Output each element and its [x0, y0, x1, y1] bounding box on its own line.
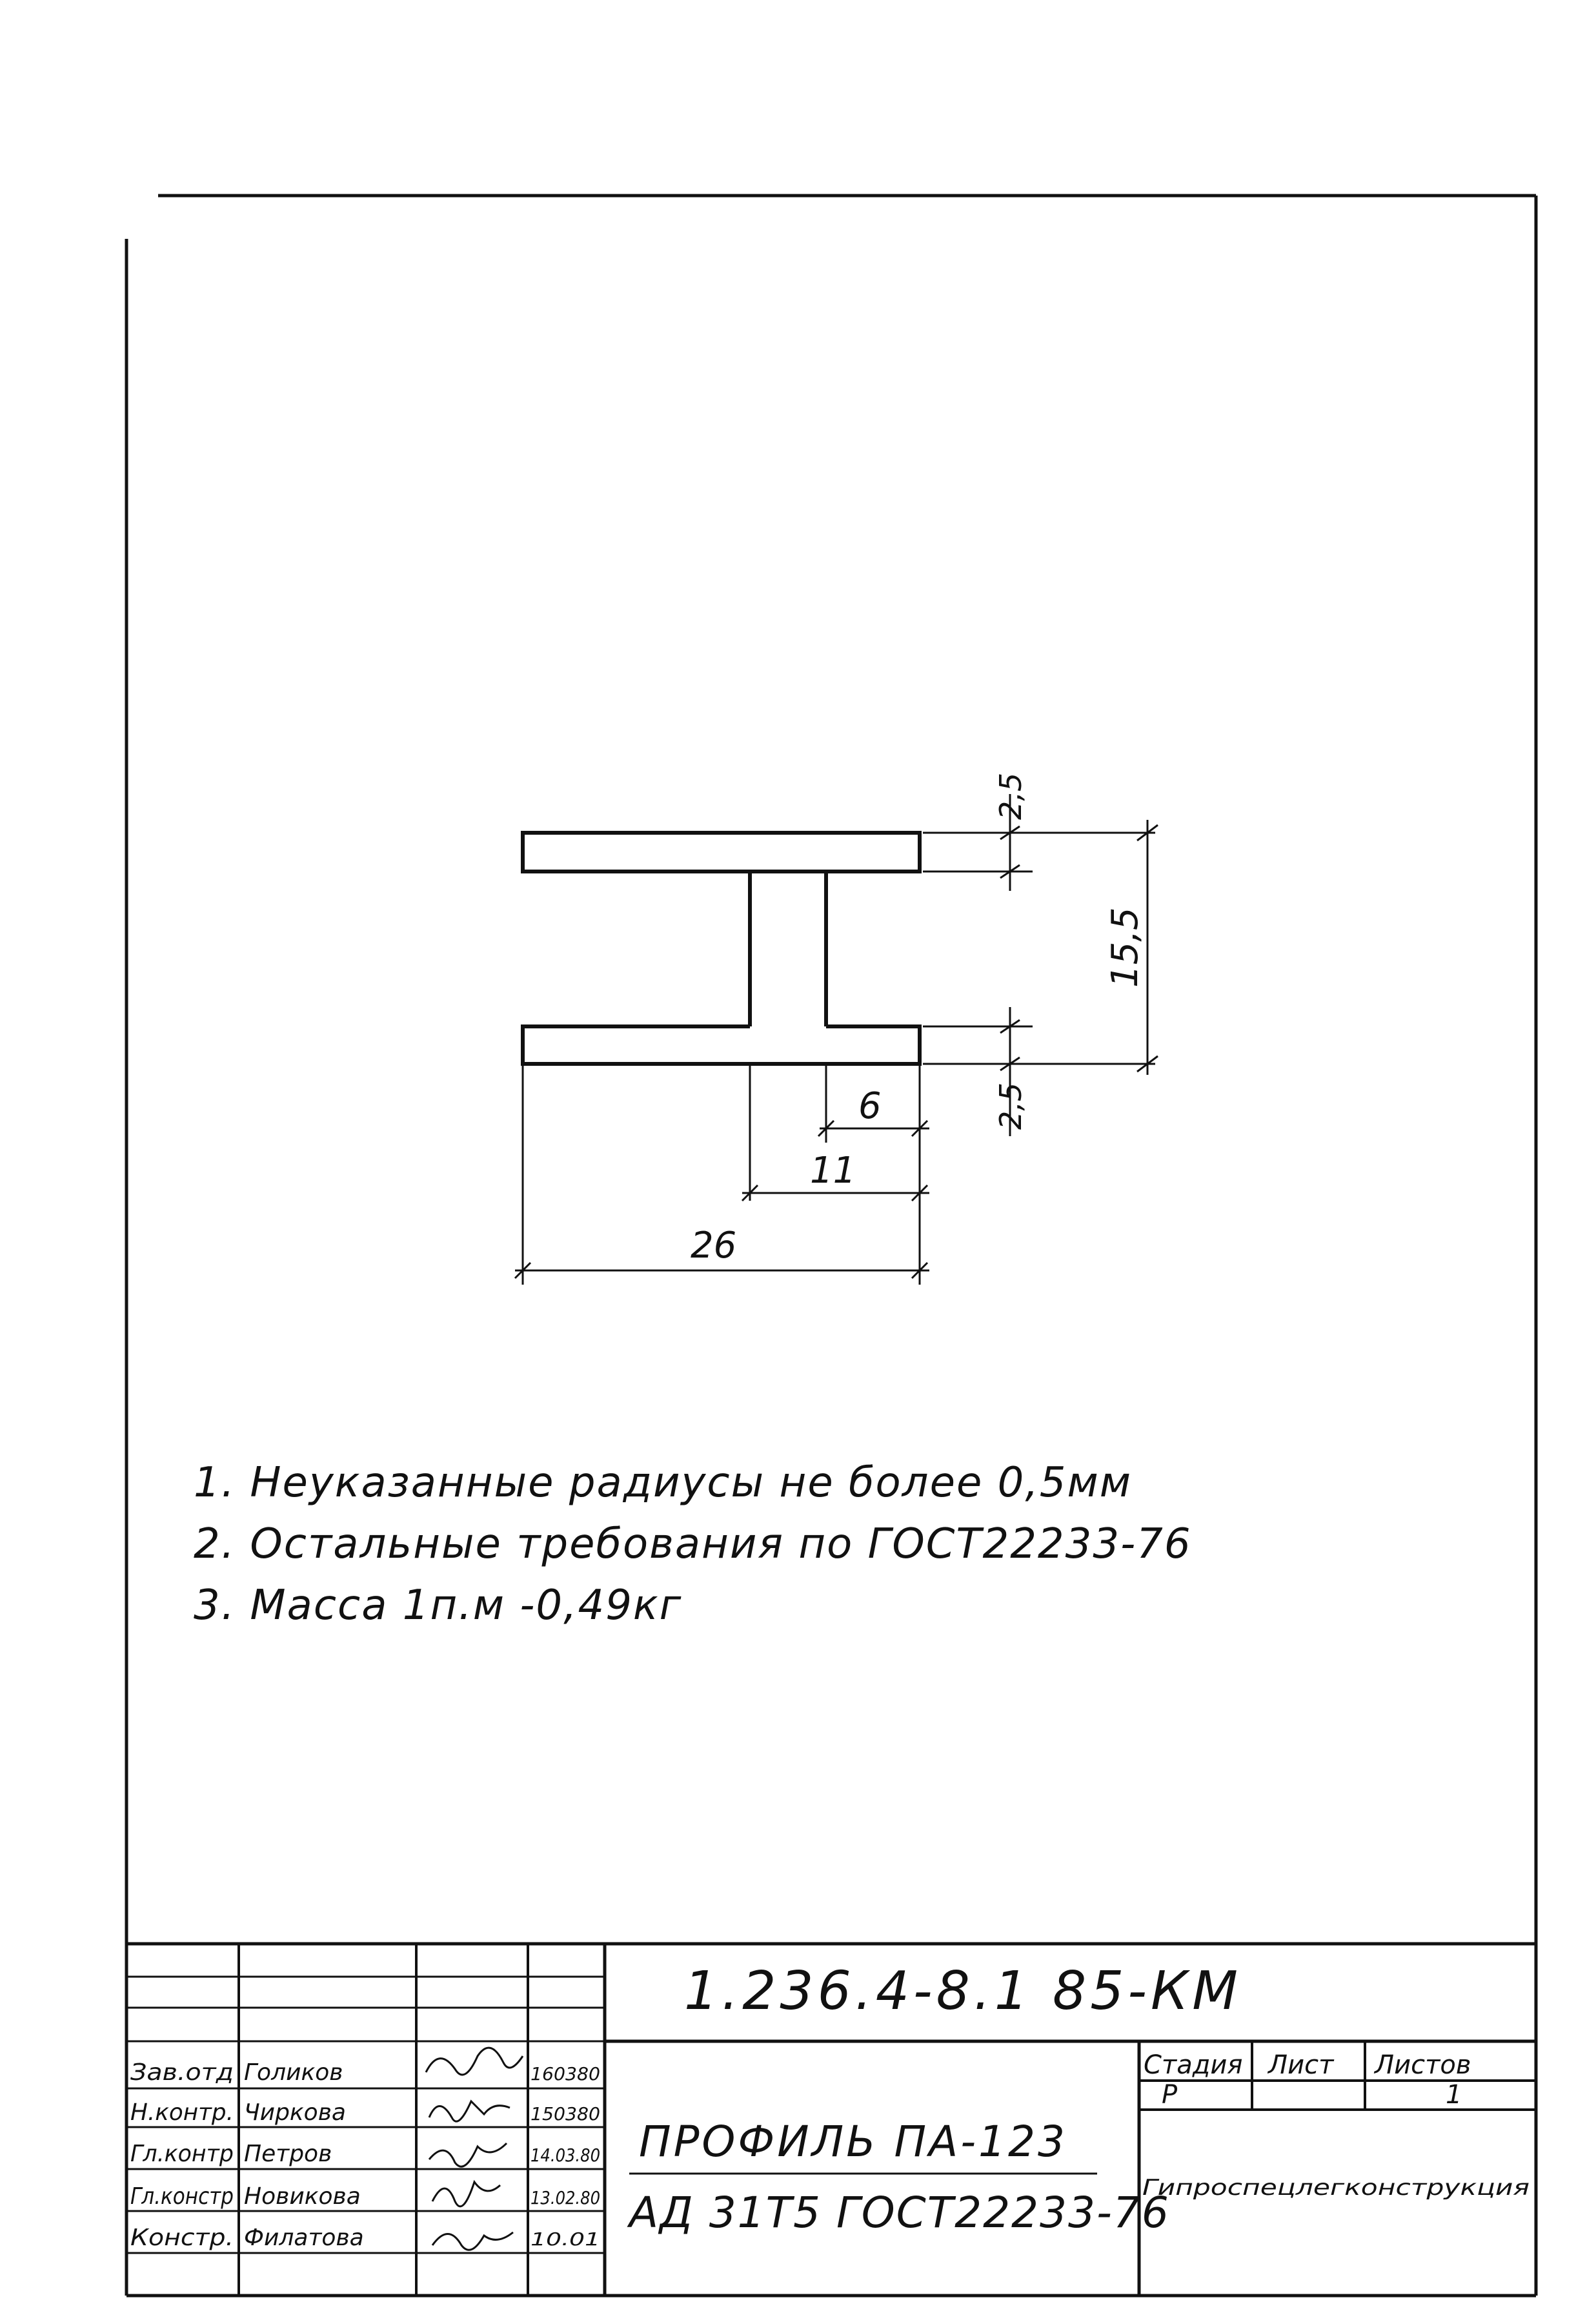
signature-name: Новикова	[244, 2183, 361, 2210]
signature-name: Голиков	[244, 2059, 343, 2086]
signature-role: Гл.контр	[130, 2141, 234, 2167]
signature-role: Констр.	[130, 2225, 234, 2251]
signature-date: 150380	[530, 2103, 600, 2125]
dim-bottom-flange: 2,5	[993, 1082, 1028, 1130]
signature-name: Филатова	[244, 2225, 364, 2251]
stage-header: Стадия	[1144, 2050, 1243, 2080]
signature-date: 10.01	[530, 2228, 600, 2250]
profile-outline	[523, 833, 920, 1064]
signature-role: Зав.отд	[130, 2059, 234, 2086]
signature-date: 13.02.80	[530, 2187, 600, 2208]
sheets-value: 1	[1446, 2080, 1462, 2110]
profile-title: ПРОФИЛЬ ПА-123	[639, 2117, 1068, 2166]
signature-name: Петров	[244, 2141, 332, 2167]
signature-date: 14.03.80	[530, 2145, 600, 2166]
dim-width: 26	[691, 1225, 737, 1267]
dim-top-flange: 2,5	[993, 772, 1028, 820]
signature-marks	[426, 2048, 523, 2250]
dimension-lines	[515, 794, 1158, 1285]
dim-web-span: 11	[810, 1150, 856, 1192]
signature-date: 160380	[530, 2063, 600, 2084]
signature-name: Чиркова	[244, 2099, 346, 2126]
dim-slot: 6	[858, 1085, 882, 1127]
organization-name: Гипроспецлегконструкция	[1142, 2175, 1530, 2201]
note-1: 1. Неуказанные радиусы не более 0,5мм	[194, 1459, 1132, 1507]
signature-role: Гл.констр	[130, 2183, 234, 2210]
document-code: 1.236.4-8.1 85-КМ	[684, 1961, 1242, 2022]
note-3: 3. Масса 1п.м -0,49кг	[194, 1582, 683, 1629]
note-2: 2. Остальные требования по ГОСТ22233-76	[194, 1520, 1192, 1568]
material-title: АД 31Т5 ГОСТ22233-76	[629, 2188, 1170, 2237]
stage-value: Р	[1162, 2080, 1178, 2110]
signature-role: Н.контр.	[130, 2099, 234, 2126]
dim-height: 15,5	[1104, 907, 1146, 988]
sheets-header: Листов	[1375, 2050, 1471, 2080]
sheet-header: Лист	[1268, 2050, 1334, 2080]
